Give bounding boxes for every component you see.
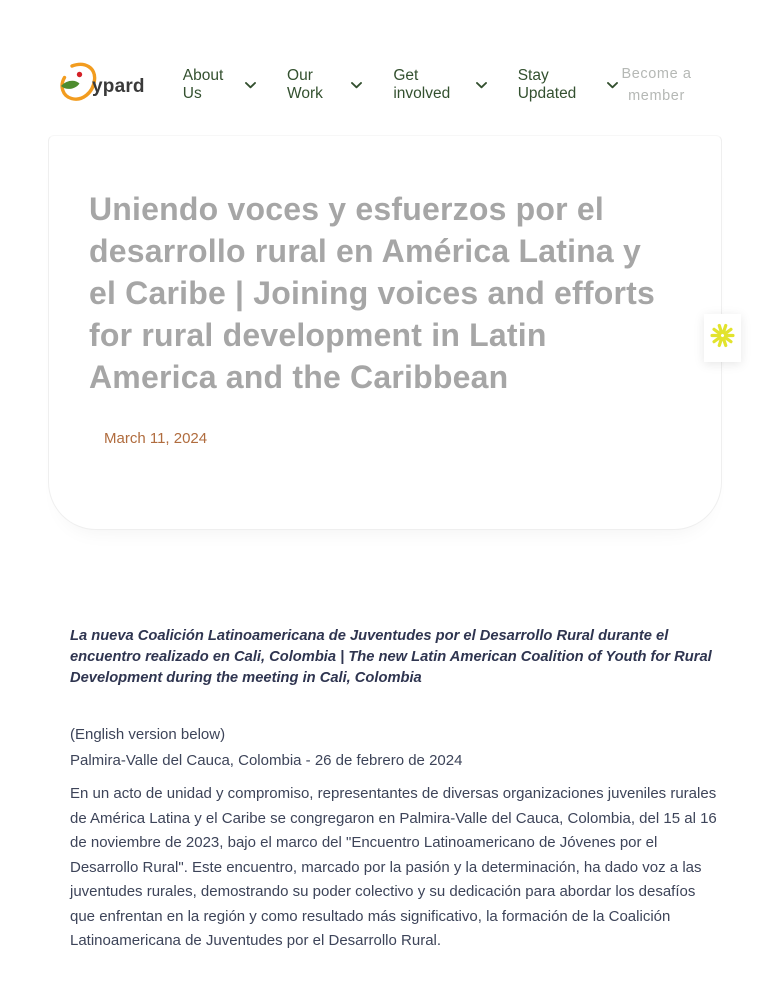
nav-item-label: Our Work <box>287 67 323 102</box>
nav-item-label: Get involved <box>393 67 451 102</box>
nav-item-stay-updated[interactable] <box>518 67 618 103</box>
page-title-line: desarrollo rural en América Latina y <box>89 233 641 269</box>
page-title-line: Uniendo voces y esfuerzos por el <box>89 191 604 227</box>
nav-item-label: About Us <box>182 67 224 102</box>
publish-date: March 11, 2024 <box>104 430 208 447</box>
ypard-logo-text: ypard <box>92 76 145 97</box>
page-title-line: America and the Caribbean <box>89 359 509 395</box>
chevron-down-icon <box>351 76 362 94</box>
hero-card <box>48 135 722 530</box>
nav-item-get-involved[interactable] <box>393 67 486 103</box>
article-dateline: Palmira-Valle del Cauca, Colombia - 26 de febrero de 2024 <box>70 752 463 769</box>
page-title <box>89 188 751 398</box>
chevron-down-icon <box>607 76 618 94</box>
nav-item-our-work[interactable] <box>287 67 362 103</box>
site-header <box>0 0 773 130</box>
nav-item-about-us[interactable] <box>183 67 256 103</box>
page-title-line: for rural development in Latin <box>89 317 547 353</box>
main-nav <box>183 67 618 103</box>
english-version-note: (English version below) <box>70 726 226 743</box>
article-body <box>70 626 722 954</box>
page-title-line: el Caribe | Joining voices and efforts <box>89 275 656 311</box>
nav-item-label: Stay Updated <box>517 67 577 102</box>
image-caption: La nueva Coalición Latinoamericana de Juventudes por el Desarrollo Rural durante el encuentro realizado en Cali, Colombia | The new Latin American Coalition of Youth for Rural Development during the meeting in Cali, Colombia <box>70 628 712 686</box>
become-member-link[interactable]: Become a member <box>621 66 692 104</box>
chevron-down-icon <box>245 76 256 94</box>
ypard-logo[interactable] <box>57 62 145 109</box>
yellow-asterisk-badge <box>704 314 741 362</box>
yellow-asterisk-icon <box>710 323 735 353</box>
chevron-down-icon <box>476 76 487 94</box>
article-paragraph: En un acto de unidad y compromiso, representantes de diversas organizaciones juveniles rurales de América Latina y el Caribe se congregaron en Palmira-Valle del Cauca, Colombia, del 15 al 16 de noviembre de 2023, bajo el marco del "Encuentro Latinoamericano de Jóvenes por el Desarrollo Rural". Este encuentro, marcado por la pasión y la determinación, ha dado voz a las juventudes rurales, demostrando su poder colectivo y su dedicación para abordar los desafíos que enfrentan en la región y como resultado más significativo, la formación de la Coalición Latinoamericana de Juventudes por el Desarrollo Rural. <box>70 785 717 949</box>
